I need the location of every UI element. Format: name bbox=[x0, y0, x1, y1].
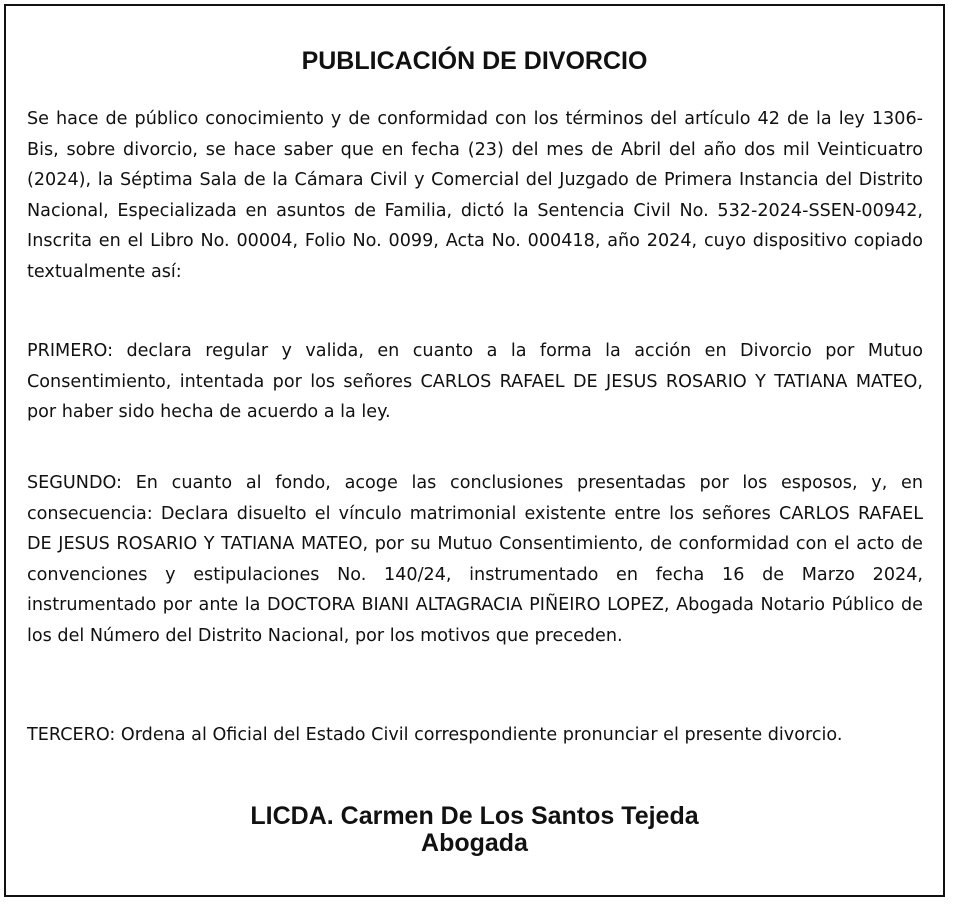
intro-paragraph: Se hace de público conocimiento y de conformidad con los términos del artículo 42 de la ley 1306-Bis, sobre divorcio, se hace saber que en fecha (23) del mes de Abril del año dos mil Veinticuatro (2024), la Séptima Sala de la Cámara Civil y Comercial del Juzgado de Primera Instancia del Distrito Nacional, Especializada en asuntos de Familia, dictó la Sentencia Civil No. 532-2024-SSEN-00942, Inscrita en el Libro No. 00004, Folio No. 0099, Acta No. 000418, año 2024, cuyo dispositivo copiado textualmente así: bbox=[27, 109, 923, 282]
primero-paragraph: PRIMERO: declara regular y valida, en cuanto a la forma la acción en Divorcio por Mutuo Consentimiento, intentada por los señores CARLOS RAFAEL DE JESUS ROSARIO Y TATIANA MATEO, por haber sido hecha de acuerdo a la ley. bbox=[27, 341, 923, 422]
segundo-paragraph: SEGUNDO: En cuanto al fondo, acoge las conclusiones presentadas por los esposos, y, en consecuencia: Declara disuelto el vínculo matrimonial existente entre los señores CARLOS RAFAEL DE JESUS ROSARIO Y TATIANA MATEO, por su Mutuo Consentimiento, de conformidad con el acto de convenciones y estipulaciones No. 140/24, instrumentado en fecha 16 de Marzo 2024, instrumentado por ante la DOCTORA BIANI ALTAGRACIA PIÑEIRO LOPEZ, Abogada Notario Público de los del Número del Distrito Nacional, por los motivos que preceden. bbox=[27, 473, 923, 646]
divorce-notice bbox=[4, 4, 945, 897]
signature-role: Abogada bbox=[421, 829, 528, 857]
tercero-paragraph: TERCERO: Ordena al Oficial del Estado Civil correspondiente pronunciar el presente divorcio. bbox=[27, 725, 843, 745]
signature-block bbox=[6, 803, 943, 857]
notice-title: PUBLICACIÓN DE DIVORCIO bbox=[301, 47, 648, 75]
signature-name: LICDA. Carmen De Los Santos Tejeda bbox=[250, 802, 699, 830]
